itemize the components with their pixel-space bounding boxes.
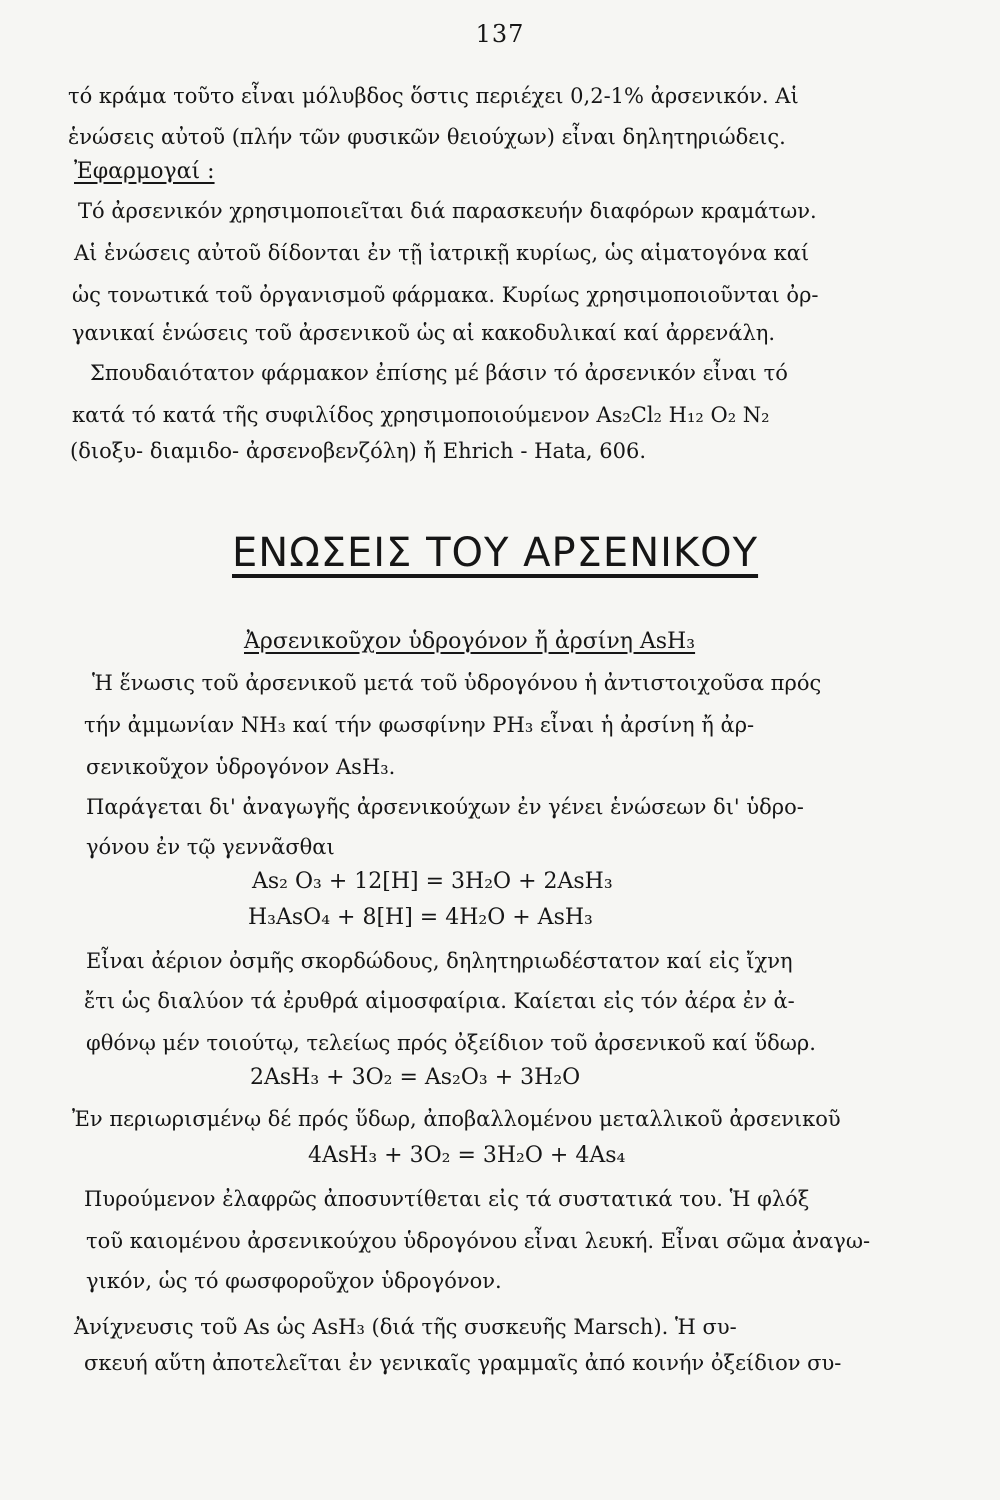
text-line: Εἶναι ἀέριον ὀσμῆς σκορδώδους, δηλητηριωδέστατον καί εἰς ἴχνη bbox=[86, 949, 793, 973]
text-line: φθόνῳ μέν τοιούτῳ, τελείως πρός ὀξείδιον τοῦ ἀρσενικοῦ καί ὕδωρ. bbox=[86, 1031, 816, 1055]
chemical-equation: As₂ O₃ + 12[H] = 3H₂O + 2AsH₃ bbox=[252, 869, 613, 894]
text-line: τό κράμα τοῦτο εἶναι μόλυβδος ὅστις περιέχει 0,2-1% ἀρσενικόν. Αἱ bbox=[68, 84, 799, 108]
text-line: τήν ἀμμωνίαν NH₃ καί τήν φωσφίνην PH₃ εἶναι ἡ ἀρσίνη ἤ ἀρ- bbox=[84, 713, 755, 737]
text-line: Ἡ ἕνωσις τοῦ ἀρσενικοῦ μετά τοῦ ὑδρογόνου ἡ ἀντιστοιχοῦσα πρός bbox=[92, 671, 822, 695]
page-number: 137 bbox=[475, 20, 525, 48]
text-line: γόνου ἐν τῷ γεννᾶσθαι bbox=[86, 835, 335, 859]
text-line: Τό ἀρσενικόν χρησιμοποιεῖται διά παρασκευήν διαφόρων κραμάτων. bbox=[78, 199, 817, 223]
text-line: τοῦ καιομένου ἀρσενικούχου ὑδρογόνου εἶναι λευκή. Εἶναι σῶμα ἀναγω- bbox=[86, 1229, 871, 1253]
text-line: σενικοῦχον ὑδρογόνον AsH₃. bbox=[86, 755, 396, 779]
text-line: Σπουδαιότατον φάρμακον ἐπίσης μέ βάσιν τό ἀρσενικόν εἶναι τό bbox=[90, 361, 788, 385]
text-line: Ἐν περιωρισμένῳ δέ πρός ὕδωρ, ἀποβαλλομένου μεταλλικοῦ ἀρσενικοῦ bbox=[72, 1107, 841, 1131]
text-line: γανικαί ἑνώσεις τοῦ ἀρσενικοῦ ὡς αἱ κακοδυλικαί καί ἀρρενάλη. bbox=[72, 321, 776, 345]
text-line: Αἱ ἑνώσεις αὐτοῦ δίδονται ἐν τῇ ἰατρικῇ κυρίως, ὡς αἱματογόνα καί bbox=[74, 241, 810, 265]
text-line: ἑνώσεις αὐτοῦ (πλήν τῶν φυσικῶν θειούχων) εἶναι δηλητηριώδεις. bbox=[68, 125, 786, 149]
text-line: (διοξυ- διαμιδο- ἀρσενοβενζόλη) ἤ Ehrich - Hata, 606. bbox=[70, 439, 647, 463]
chemical-equation: H₃AsO₄ + 8[H] = 4H₂O + AsH₃ bbox=[248, 905, 593, 930]
chemical-equation: 2AsH₃ + 3O₂ = As₂O₃ + 3H₂O bbox=[250, 1065, 581, 1090]
text-line: Παράγεται δι' ἀναγωγῆς ἀρσενικούχων ἐν γένει ἑνώσεων δι' ὑδρο- bbox=[86, 795, 804, 819]
subsection-title: Ἀρσενικοῦχον ὑδρογόνον ἤ ἀρσίνη AsH₃ bbox=[244, 629, 696, 654]
text-line: Ἀνίχνευσις τοῦ As ὡς AsH₃ (διά τῆς συσκευῆς Marsch). Ἡ συ- bbox=[74, 1315, 737, 1339]
text-line: γικόν, ὡς τό φωσφοροῦχον ὑδρογόνον. bbox=[86, 1269, 502, 1293]
text-line: ἔτι ὡς διαλύον τά ἐρυθρά αἱμοσφαίρια. Καίεται εἰς τόν ἀέρα ἐν ἀ- bbox=[84, 989, 795, 1013]
text-line: σκευή αὕτη ἀποτελεῖται ἐν γενικαῖς γραμμαῖς ἀπό κοινήν ὀξείδιον συ- bbox=[84, 1351, 842, 1375]
text-line: Πυρούμενον ἐλαφρῶς ἀποσυντίθεται εἰς τά συστατικά του. Ἡ φλόξ bbox=[84, 1187, 810, 1211]
applications-heading: Ἐφαρμογαί : bbox=[74, 159, 215, 184]
text-line: ὡς τονωτικά τοῦ ὀργανισμοῦ φάρμακα. Κυρίως χρησιμοποιοῦνται ὀρ- bbox=[72, 283, 819, 307]
section-title: ΕΝΩΣΕΙΣ ΤΟΥ ΑΡΣΕΝΙΚΟΥ bbox=[232, 530, 759, 576]
chemical-equation: 4AsH₃ + 3O₂ = 3H₂O + 4As₄ bbox=[308, 1143, 626, 1168]
text-line: κατά τό κατά τῆς συφιλίδος χρησιμοποιούμενον As₂Cl₂ H₁₂ O₂ N₂ bbox=[72, 403, 770, 427]
